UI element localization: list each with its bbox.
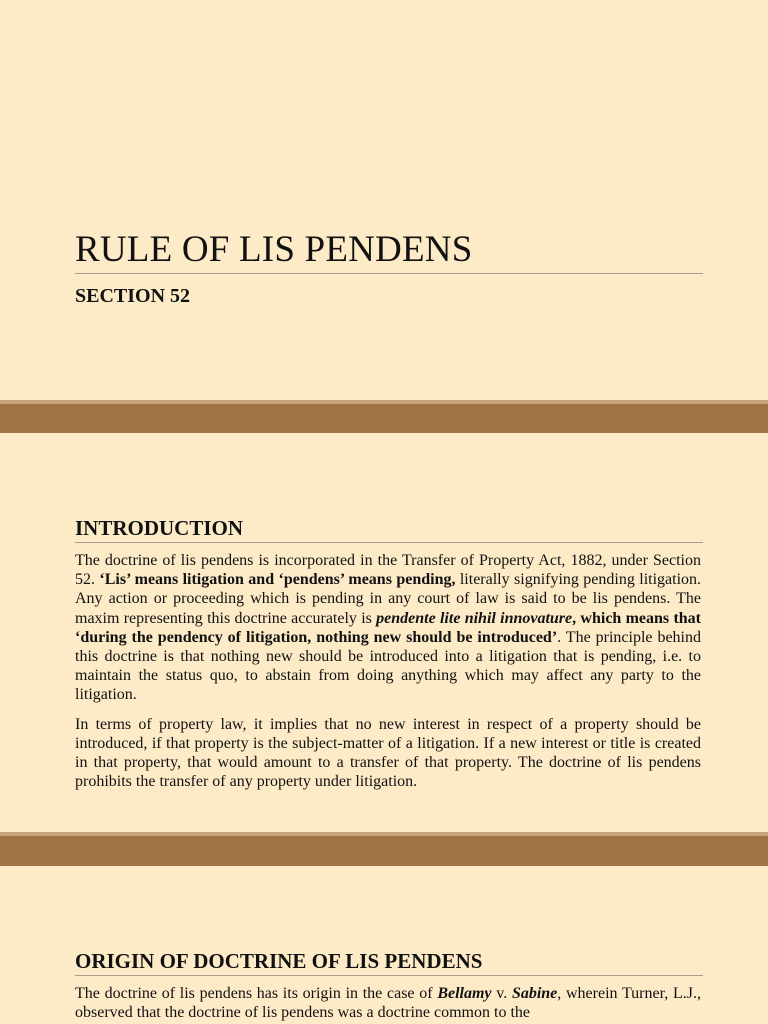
introduction-body bbox=[75, 551, 701, 801]
text-run-bold-italic: pendente lite nihil innovature bbox=[376, 609, 573, 627]
slide-introduction bbox=[0, 433, 768, 832]
section-heading-introduction: INTRODUCTION bbox=[75, 516, 244, 540]
text-run: The doctrine of lis pendens has its origin in the case of bbox=[75, 985, 438, 1002]
text-run: The doctrine of lis pendens is incorporated in the Transfer of Property Act, 1882, under Section 52. bbox=[75, 552, 701, 589]
slide-origin bbox=[0, 866, 768, 1024]
text-run-bold: ‘Lis’ means litigation and ‘pendens’ means pending, bbox=[99, 571, 456, 589]
introduction-paragraph-1 bbox=[75, 551, 701, 705]
slide-title bbox=[0, 0, 768, 400]
origin-body bbox=[75, 984, 701, 1024]
text-run: v. bbox=[491, 985, 512, 1002]
heading-divider bbox=[75, 542, 703, 543]
page-title: RULE OF LIS PENDENS bbox=[75, 229, 473, 270]
heading-divider bbox=[75, 975, 703, 976]
slide-separator bbox=[0, 400, 768, 433]
text-run: , wherein Turner, L.J., observed that the doctrine of lis pendens was a doctrine common to the bbox=[75, 985, 702, 1022]
title-divider bbox=[75, 273, 703, 274]
text-run-bold-italic: Sabine bbox=[511, 985, 558, 1002]
origin-paragraph-1 bbox=[75, 984, 701, 1022]
page-subtitle: SECTION 52 bbox=[75, 285, 191, 307]
introduction-paragraph-2: In terms of property law, it implies that no new interest in respect of a property should be introduced, if that property is the subject-matter of a litigation. If a new interest or title is created in that property, that would amount to a transfer of that property. The doctrine of lis pendens prohibits the transfer of any property under litigation. bbox=[75, 715, 701, 791]
text-run: literally signifying pending litigation. Any action or proceeding which is pending in any court of law is said to be lis pendens. The maxim representing this doctrine accurately is bbox=[75, 571, 702, 627]
text-run-bold: , which means that ‘during the pendency of litigation, nothing new should be introduced’ bbox=[75, 609, 701, 646]
slide-separator bbox=[0, 832, 768, 866]
text-run-bold-italic: Bellamy bbox=[437, 985, 492, 1002]
text-run: . The principle behind this doctrine is that nothing new should be introduced into a litigation that is pending, i.e. to maintain the status quo, to abstain from doing anything which may affect any party to the litigation. bbox=[75, 628, 701, 704]
section-heading-origin: ORIGIN OF DOCTRINE OF LIS PENDENS bbox=[75, 949, 483, 973]
